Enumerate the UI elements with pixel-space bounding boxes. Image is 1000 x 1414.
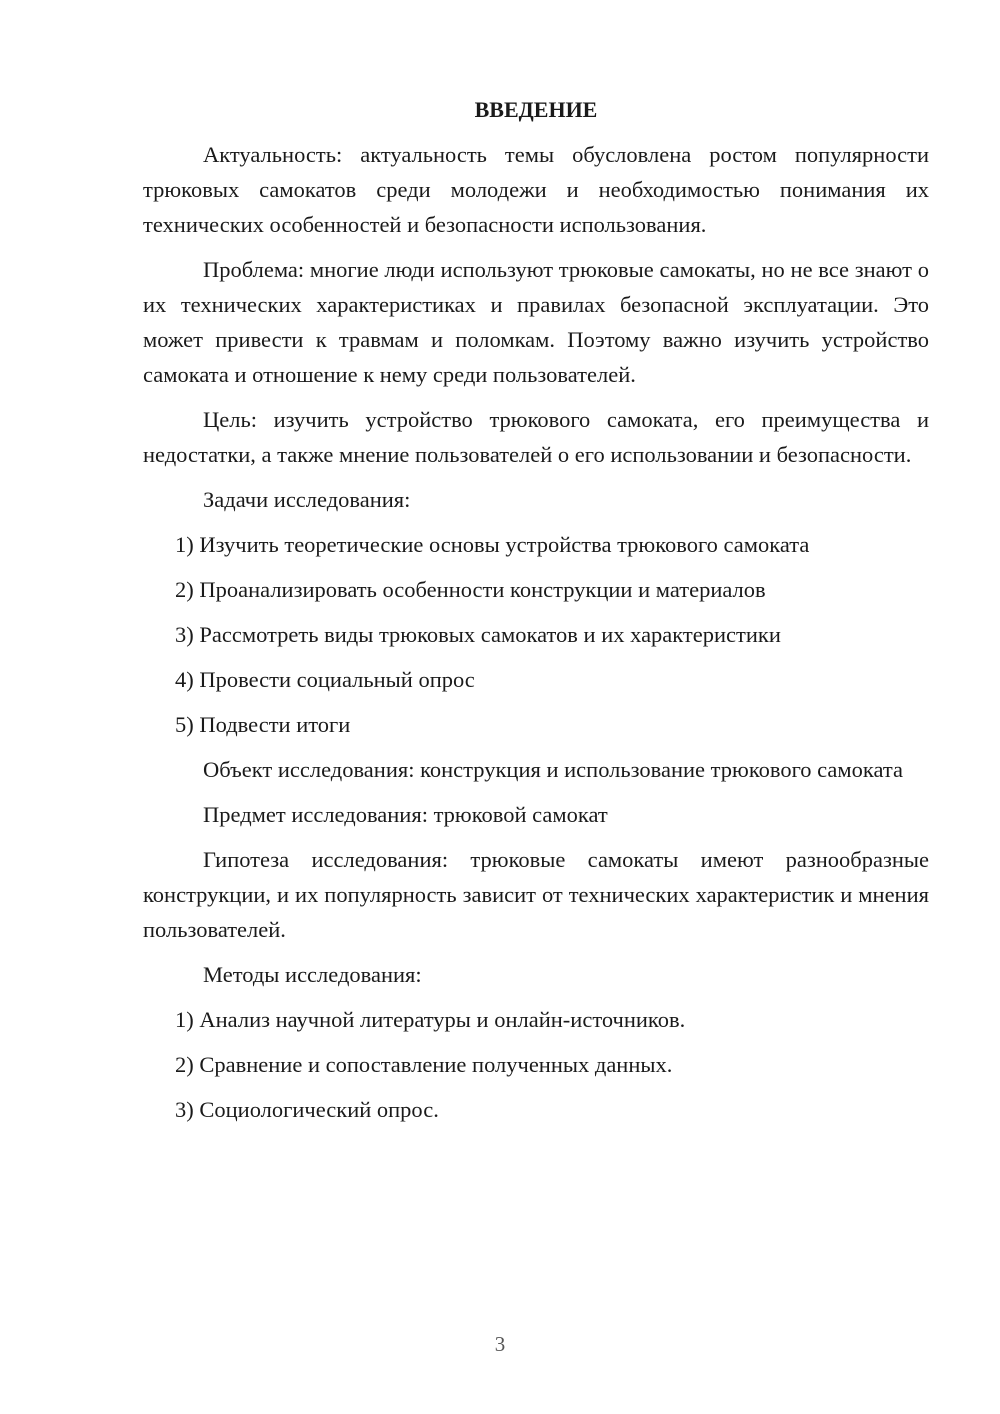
- method-item: 1) Анализ научной литературы и онлайн-источников.: [175, 1007, 686, 1032]
- goal-paragraph: Цель: изучить устройство трюкового самоката, его преимущества и недостатки, а также мнение пользователей о его использовании и безопасности.: [143, 407, 929, 467]
- method-item: 2) Сравнение и сопоставление полученных данных.: [175, 1052, 673, 1077]
- task-item: 5) Подвести итоги: [175, 712, 351, 737]
- page-title: ВВЕДЕНИЕ: [474, 97, 598, 122]
- relevance-paragraph: Актуальность: актуальность темы обусловлена ростом популярности трюковых самокатов среди молодежи и необходимостью понимания их технических особенностей и безопасности использования.: [143, 142, 929, 237]
- task-item: 4) Провести социальный опрос: [175, 667, 475, 692]
- document-page: [143, 92, 929, 1137]
- hypothesis-paragraph: Гипотеза исследования: трюковые самокаты имеют разнообразные конструкции, и их популярность зависит от технических характеристик и мнения пользователей.: [143, 847, 929, 942]
- page-number: 3: [494, 1332, 506, 1356]
- task-item: 3) Рассмотреть виды трюковых самокатов и их характеристики: [175, 622, 781, 647]
- methods-heading: Методы исследования:: [203, 962, 422, 987]
- problem-paragraph: Проблема: многие люди используют трюковые самокаты, но не все знают о их технических характеристиках и правилах безопасной эксплуатации. Это может привести к травмам и поломкам. Поэтому важно изучить устройство самоката и отношение к нему среди пользователей.: [143, 257, 929, 387]
- task-item: 1) Изучить теоретические основы устройства трюкового самоката: [175, 532, 810, 557]
- object-paragraph: Объект исследования: конструкция и использование трюкового самоката: [203, 757, 903, 782]
- task-item: 2) Проанализировать особенности конструкции и материалов: [175, 577, 766, 602]
- method-item: 3) Социологический опрос.: [175, 1097, 439, 1122]
- tasks-heading: Задачи исследования:: [203, 487, 411, 512]
- subject-paragraph: Предмет исследования: трюковой самокат: [203, 802, 608, 827]
